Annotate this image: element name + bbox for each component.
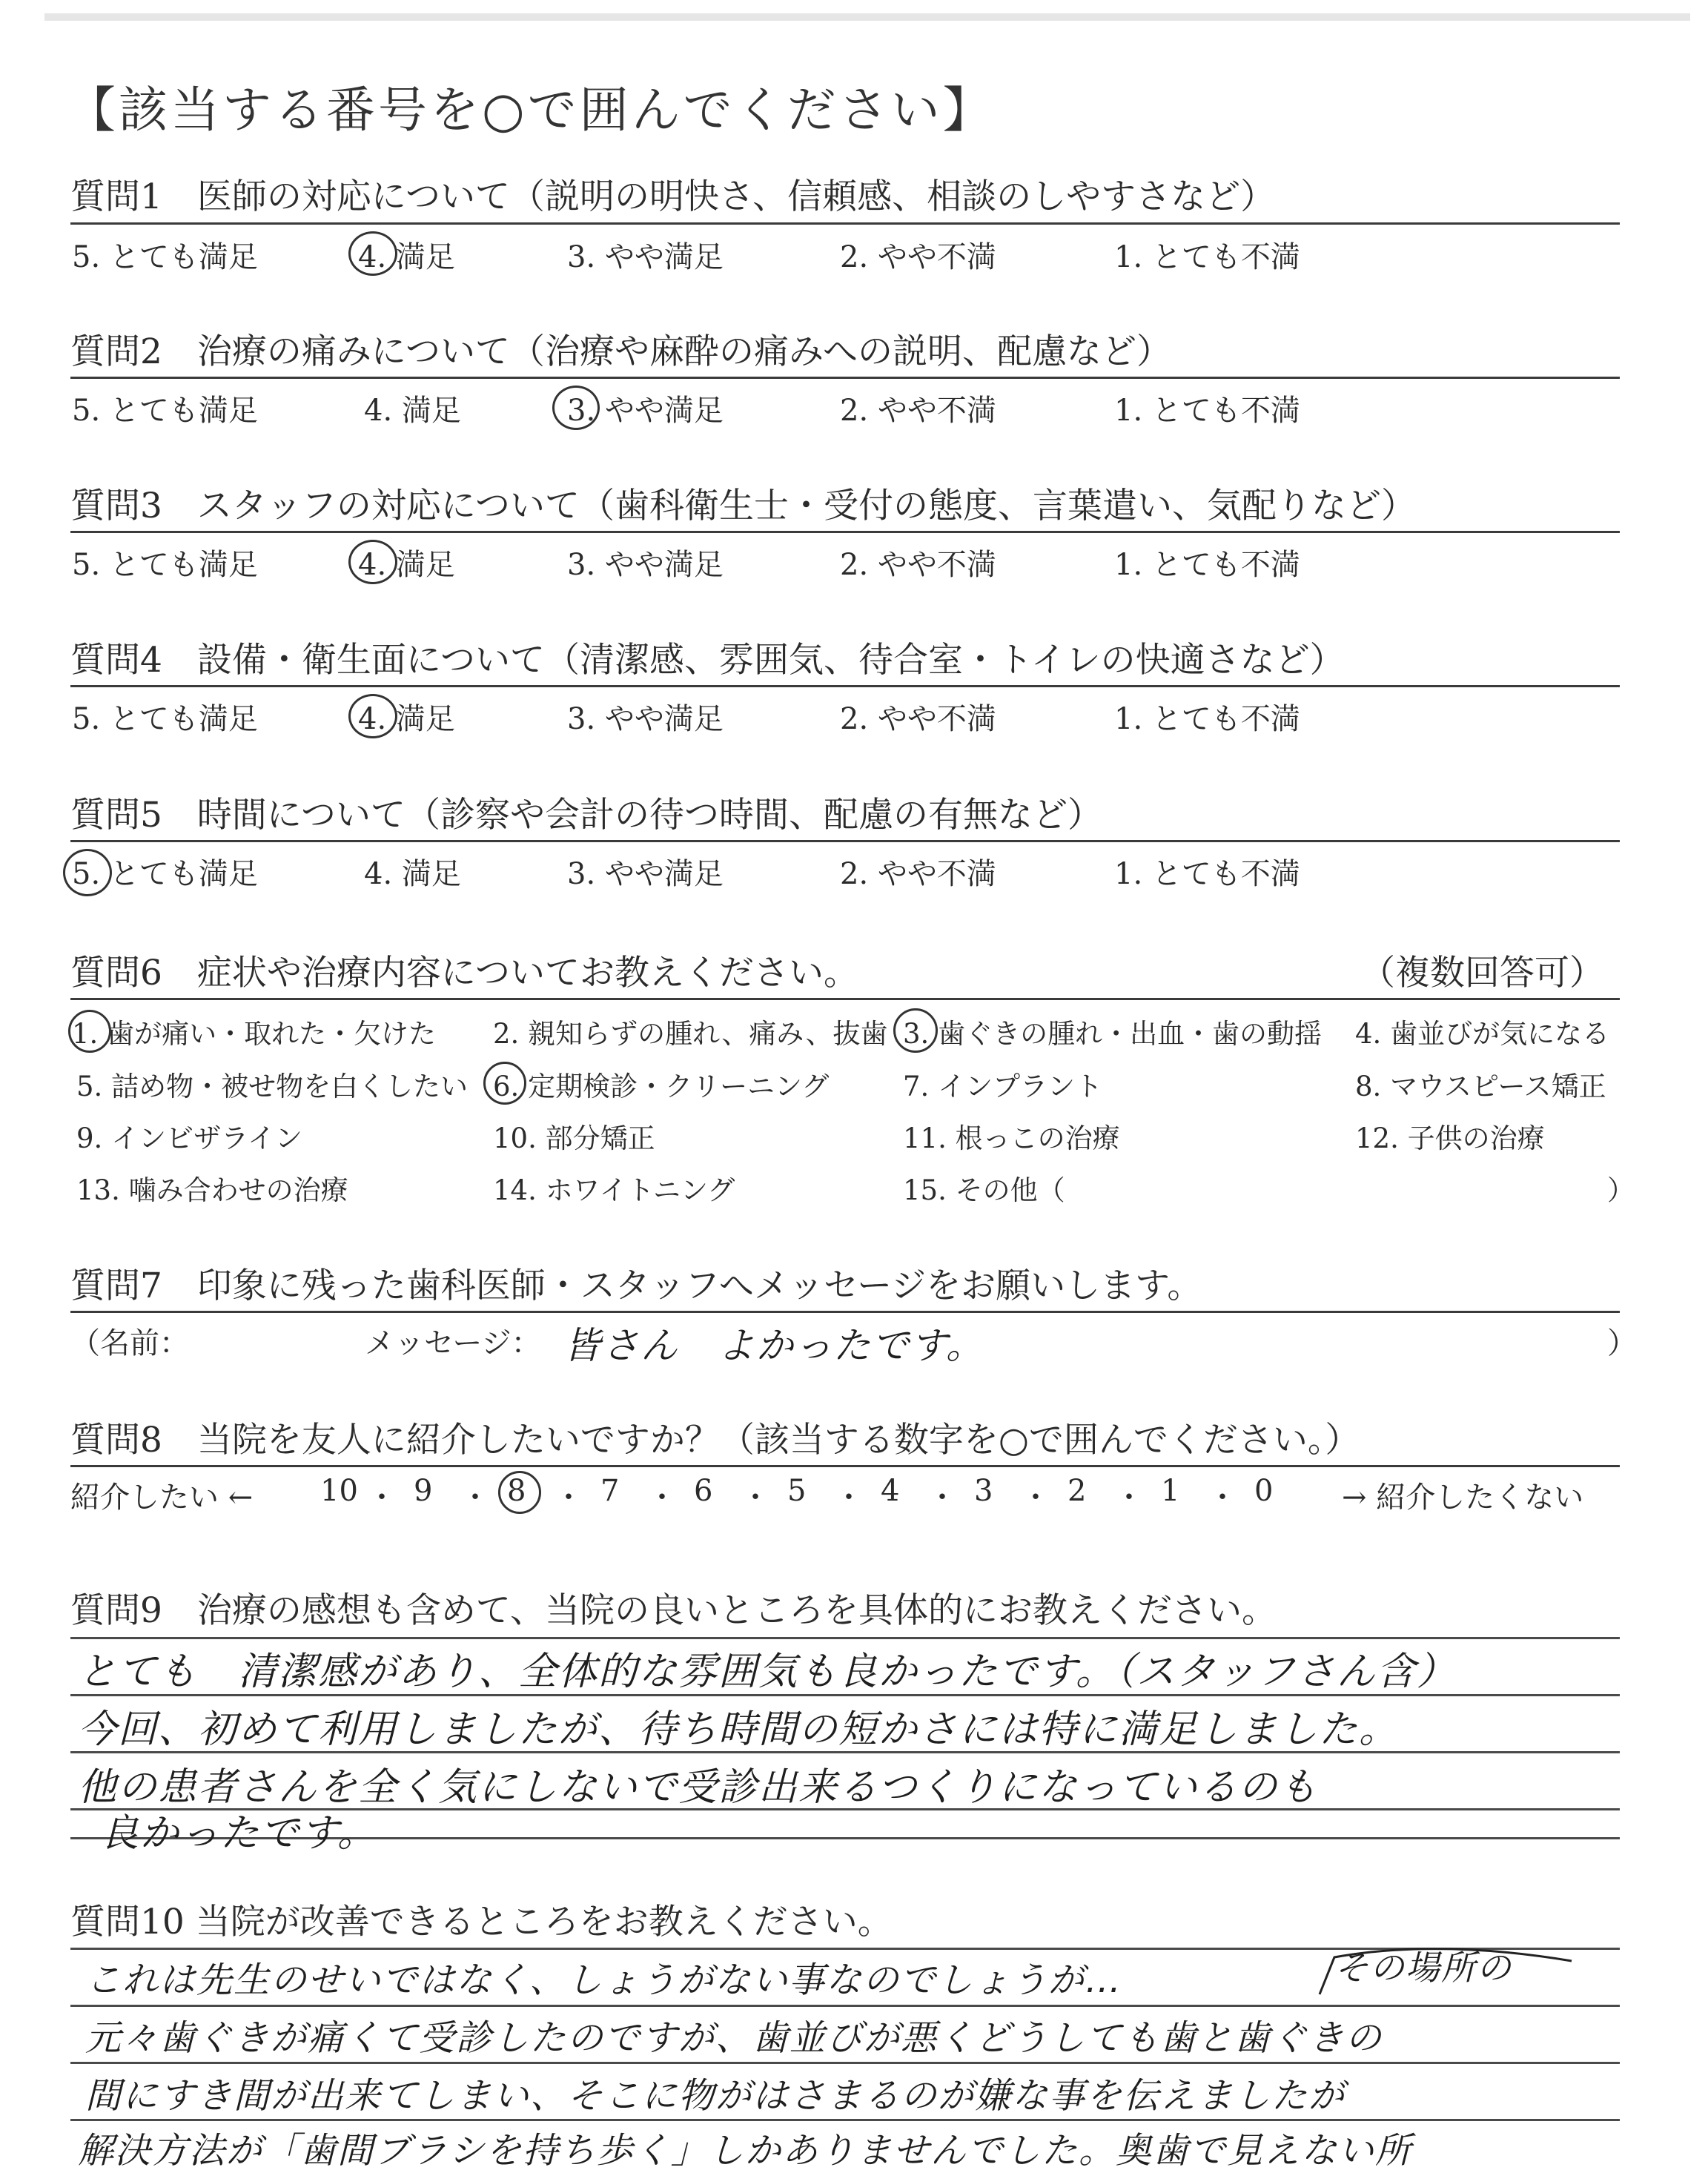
q3-option-1[interactable]: 1. とても不満 [1114, 548, 1300, 582]
q8-number-3[interactable]: 3 [974, 1474, 993, 1508]
q6-option-12[interactable]: 12. 子供の治療 [1355, 1122, 1545, 1154]
q8-separator-dot: ・ [554, 1481, 583, 1515]
q3-option-2[interactable]: 2. やや不満 [840, 548, 996, 582]
q8-separator-dot: ・ [1114, 1481, 1144, 1515]
q6-option-15[interactable]: 15. その他（ [903, 1174, 1065, 1206]
question-4-rule [70, 685, 1620, 687]
question-6-rule [70, 998, 1620, 1000]
q10-line-rule-3 [70, 2062, 1620, 2064]
form-header: 【該当する番号を○で囲んでください】 [67, 82, 995, 139]
q8-number-8[interactable]: 8 [507, 1474, 526, 1508]
q6-option-10[interactable]: 10. 部分矯正 [493, 1122, 655, 1154]
q6-option-14[interactable]: 14. ホワイトニング [493, 1174, 735, 1206]
q9-answer-line-2[interactable]: 今回、初めて利用しましたが、待ち時間の短かさには特に満足しました。 [78, 1707, 1400, 1752]
q8-number-7[interactable]: 7 [600, 1474, 620, 1508]
q3-selection-circle [348, 540, 397, 584]
q6-option-4[interactable]: 4. 歯並びが気になる [1355, 1018, 1610, 1050]
question-6-note: （複数回答可） [1360, 953, 1604, 993]
q8-number-9[interactable]: 9 [414, 1474, 433, 1508]
q4-option-3[interactable]: 3. やや満足 [567, 702, 724, 736]
q7-name-label: （名前： [70, 1326, 189, 1360]
q1-option-1[interactable]: 1. とても不満 [1114, 240, 1300, 274]
q6-option-1[interactable]: 1. 歯が痛い・取れた・欠けた [72, 1018, 437, 1050]
q9-answer-line-1[interactable]: とても 清潔感があり、全体的な雰囲気も良かったです。（スタッフさん含） [78, 1650, 1457, 1694]
question-8-rule [70, 1465, 1620, 1467]
q10-line-rule-4 [70, 2119, 1620, 2121]
question-4-title: 質問4 設備・衛生面について（清潔感、雰囲気、待合室・トイレの快適さなど） [70, 640, 1345, 681]
q6-option-2[interactable]: 2. 親知らずの腫れ、痛み、抜歯 [493, 1018, 888, 1050]
q8-number-5[interactable]: 5 [787, 1474, 807, 1508]
question-10-title: 質問10 当院が改善できるところをお教えください。 [70, 1902, 893, 1942]
question-6-title: 質問6 症状や治療内容についてお教えください。 [70, 953, 858, 993]
q1-option-5[interactable]: 5. とても満足 [72, 240, 258, 274]
q8-separator-dot: ・ [1021, 1481, 1050, 1515]
q8-left-label: 紹介したい ← [70, 1481, 254, 1515]
q8-number-10[interactable]: 10 [320, 1474, 358, 1508]
q6-option-13[interactable]: 13. 噛み合わせの治療 [76, 1174, 348, 1206]
q7-message-handwritten[interactable]: 皆さん よかったです。 [563, 1324, 984, 1367]
question-5-rule [70, 840, 1620, 842]
question-3-title: 質問3 スタッフの対応について（歯科衛生士・受付の態度、言葉遣い、気配りなど） [70, 486, 1416, 526]
question-7-title: 質問7 印象に残った歯科医師・スタッフへメッセージをお願いします。 [70, 1266, 1202, 1306]
q4-option-1[interactable]: 1. とても不満 [1114, 702, 1300, 736]
q6-selection-circle-3 [893, 1008, 938, 1053]
q8-separator-dot: ・ [927, 1481, 957, 1515]
q6-selection-circle-6 [483, 1062, 526, 1105]
q10-answer-line-1[interactable]: これは先生のせいではなく、しょうがない事なのでしょうが… [85, 1959, 1123, 2001]
q6-option-3[interactable]: 3. 歯ぐきの腫れ・出血・歯の動揺 [903, 1018, 1323, 1050]
q8-separator-dot: ・ [460, 1481, 490, 1515]
question-2-title: 質問2 治療の痛みについて（治療や麻酔の痛みへの説明、配慮など） [70, 331, 1172, 372]
q5-option-4[interactable]: 4. 満足 [364, 857, 461, 891]
q9-answer-line-3[interactable]: 他の患者さんを全く気にしないで受診出来るつくりになっているのも [78, 1765, 1319, 1810]
q2-option-4[interactable]: 4. 満足 [364, 394, 461, 428]
q4-option-4[interactable]: 4. 満足 [358, 702, 455, 736]
q7-message-label: メッセージ： [365, 1326, 541, 1360]
q2-option-3[interactable]: 3. やや満足 [567, 394, 724, 428]
q8-separator-dot: ・ [834, 1481, 864, 1515]
q4-selection-circle [348, 694, 397, 738]
q10-insert-note[interactable]: その場所の [1334, 1948, 1512, 1988]
q6-option-8[interactable]: 8. マウスピース矯正 [1355, 1071, 1606, 1102]
question-1-title: 質問1 医師の対応について（説明の明快さ、信頼感、相談のしやすさなど） [70, 176, 1276, 217]
q8-right-label: → 紹介したくない [1342, 1481, 1584, 1515]
q8-separator-dot: ・ [741, 1481, 770, 1515]
top-border [44, 13, 1690, 21]
q7-close-paren: ） [1607, 1326, 1637, 1360]
question-5-title: 質問5 時間について（診察や会計の待つ時間、配慮の有無など） [70, 795, 1102, 836]
q8-selection-circle [498, 1471, 541, 1514]
q4-option-5[interactable]: 5. とても満足 [72, 702, 258, 736]
q10-answer-line-3[interactable]: 間にすき間が出来てしまい、そこに物がはさまるのが嫌な事を伝えましたが [85, 2075, 1346, 2117]
q3-option-3[interactable]: 3. やや満足 [567, 548, 724, 582]
q8-separator-dot: ・ [647, 1481, 677, 1515]
q9-answer-line-4[interactable]: 良かったです。 [100, 1811, 377, 1856]
q6-option-11[interactable]: 11. 根っこの治療 [903, 1122, 1120, 1154]
q3-option-5[interactable]: 5. とても満足 [72, 548, 258, 582]
question-1-rule [70, 222, 1620, 225]
q2-selection-circle [552, 386, 600, 430]
q2-option-5[interactable]: 5. とても満足 [72, 394, 258, 428]
question-8-title: 質問8 当院を友人に紹介したいですか？（該当する数字を○で囲んでください。） [70, 1420, 1360, 1461]
q5-selection-circle [63, 849, 112, 896]
q1-option-2[interactable]: 2. やや不満 [840, 240, 996, 274]
question-7-rule [70, 1311, 1620, 1313]
q6-option-5[interactable]: 5. 詰め物・被せ物を白くしたい [76, 1071, 469, 1102]
q5-option-1[interactable]: 1. とても不満 [1114, 857, 1300, 891]
q10-line-rule-2 [70, 2005, 1620, 2007]
q3-option-4[interactable]: 4. 満足 [358, 548, 455, 582]
q5-option-3[interactable]: 3. やや満足 [567, 857, 724, 891]
q10-answer-line-2[interactable]: 元々歯ぐきが痛くて受診したのですが、歯並びが悪くどうしても歯と歯ぐきの [85, 2017, 1383, 2059]
question-9-title: 質問9 治療の感想も含めて、当院の良いところを具体的にお教えください。 [70, 1590, 1277, 1631]
q2-option-2[interactable]: 2. やや不満 [840, 394, 996, 428]
q9-line-rule-1 [70, 1637, 1620, 1639]
q10-insert-mark [1290, 1942, 1586, 2002]
question-2-rule [70, 377, 1620, 379]
q6-other-close: ） [1607, 1174, 1635, 1206]
q8-number-4[interactable]: 4 [881, 1474, 900, 1508]
q5-option-5[interactable]: 5. とても満足 [72, 857, 258, 891]
q8-number-1[interactable]: 1 [1161, 1474, 1180, 1508]
q1-option-3[interactable]: 3. やや満足 [567, 240, 724, 274]
q6-option-6[interactable]: 6. 定期検診・クリーニング [493, 1071, 830, 1102]
q1-selection-circle [348, 231, 397, 276]
q6-selection-circle-1 [68, 1010, 111, 1053]
q6-option-9[interactable]: 9. インビザライン [76, 1122, 302, 1154]
q8-separator-dot: ・ [1208, 1481, 1237, 1515]
q8-number-0[interactable]: 0 [1254, 1474, 1274, 1508]
q8-number-2[interactable]: 2 [1068, 1474, 1087, 1508]
q5-option-2[interactable]: 2. やや不満 [840, 857, 996, 891]
q6-option-7[interactable]: 7. インプラント [903, 1071, 1103, 1102]
q8-number-6[interactable]: 6 [694, 1474, 713, 1508]
question-3-rule [70, 531, 1620, 533]
q2-option-1[interactable]: 1. とても不満 [1114, 394, 1300, 428]
q8-separator-dot: ・ [367, 1481, 397, 1515]
q1-option-4[interactable]: 4. 満足 [358, 240, 455, 274]
q10-answer-line-4[interactable]: 解決方法が「歯間ブラシを持ち歩く」しかありませんでした。奥歯で見えない所 [78, 2130, 1413, 2172]
q4-option-2[interactable]: 2. やや不満 [840, 702, 996, 736]
